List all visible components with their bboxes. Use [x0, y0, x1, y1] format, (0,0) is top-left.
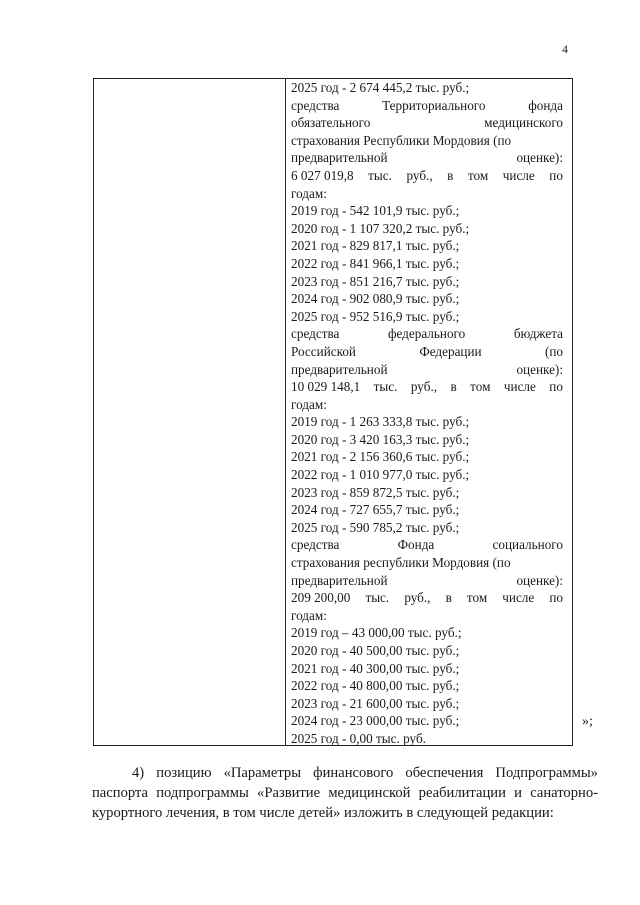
word: том — [470, 379, 491, 395]
word: реабилитации — [418, 785, 506, 801]
cell-line: 2022 год - 841 966,1 тыс. руб.; — [291, 255, 460, 271]
cell-line — [291, 536, 563, 554]
cell-line — [291, 114, 563, 132]
word: по — [549, 167, 563, 183]
cell-line: 2024 год - 902 080,9 тыс. руб.; — [291, 291, 460, 307]
word: том — [467, 167, 489, 183]
column-divider — [285, 79, 286, 745]
word: том — [466, 590, 488, 606]
cell-line — [291, 167, 563, 185]
word: предварительной — [291, 572, 388, 588]
word: числе — [502, 167, 535, 183]
page-number: 4 — [562, 42, 568, 56]
cell-line: 2022 год - 1 010 977,0 тыс. руб.; — [291, 467, 470, 483]
cell-line: страхования республики Мордовия (по — [291, 555, 511, 571]
cell-line — [291, 589, 563, 607]
cell-line: 2024 год - 727 655,7 тыс. руб.; — [291, 502, 460, 518]
word: по — [549, 379, 563, 395]
cell-line: 2025 год - 952 516,9 тыс. руб.; — [291, 308, 460, 324]
word: обеспечения — [405, 765, 484, 781]
word: санаторно- — [530, 785, 598, 801]
table-frame — [93, 78, 573, 746]
cell-line: годам: — [291, 185, 327, 201]
cell-line: 2020 год - 40 500,00 тыс. руб.; — [291, 643, 460, 658]
word: Фонда — [397, 537, 435, 553]
word: подпрограммы — [156, 785, 249, 801]
cell-line — [291, 97, 563, 115]
word: оценке): — [516, 572, 563, 588]
word: Подпрограммы» — [495, 765, 598, 781]
word: числе — [503, 379, 536, 395]
word: «Параметры — [223, 765, 302, 781]
word: предварительной — [291, 361, 388, 377]
word: в — [447, 167, 454, 183]
word: 209 200,00 — [291, 590, 351, 606]
paragraph-line — [92, 783, 598, 803]
word: 6 027 019,8 — [291, 167, 354, 183]
word: предварительной — [291, 150, 388, 166]
word: в — [450, 379, 457, 395]
cell-line: 2022 год - 40 800,00 тыс. руб.; — [291, 678, 460, 694]
cell-line — [291, 361, 563, 379]
cell-line — [291, 325, 563, 343]
cell-line — [291, 149, 563, 167]
word: руб., — [404, 590, 431, 606]
cell-line: 2023 год - 851 216,7 тыс. руб.; — [291, 273, 460, 289]
cell-line: 2020 год - 3 420 163,3 тыс. руб.; — [291, 431, 470, 447]
cell-line: 2020 год - 1 107 320,2 тыс. руб.; — [291, 220, 470, 236]
word: тыс. — [373, 379, 398, 395]
word: медицинской — [328, 785, 411, 801]
cell-line: 2021 год - 829 817,1 тыс. руб.; — [291, 238, 460, 254]
word: средства — [291, 326, 340, 342]
word: финансового — [313, 765, 394, 781]
word: Российской — [291, 343, 356, 359]
word: бюджета — [513, 326, 563, 342]
financing-cell-text — [291, 79, 563, 748]
word: в — [445, 590, 452, 606]
word: тыс. — [368, 167, 392, 183]
word: руб., — [410, 379, 438, 395]
cell-line: 2023 год - 859 872,5 тыс. руб.; — [291, 484, 460, 500]
cell-line — [291, 343, 563, 361]
cell-line: 2024 год - 23 000,00 тыс. руб.; — [291, 713, 460, 729]
cell-line: 2019 год - 542 101,9 тыс. руб.; — [291, 203, 460, 219]
instruction-paragraph — [92, 763, 598, 823]
cell-line: 2023 год - 21 600,00 тыс. руб.; — [291, 695, 460, 711]
paragraph-line — [92, 763, 598, 783]
cell-line: 2021 год - 40 300,00 тыс. руб.; — [291, 660, 460, 676]
word: 10 029 148,1 — [291, 379, 361, 395]
paragraph-line: курортного лечения, в том числе детей» изложить в следующей редакции: — [92, 805, 554, 821]
cell-line: 2021 год - 2 156 360,6 тыс. руб.; — [291, 449, 470, 465]
word: средства — [291, 97, 340, 113]
cell-line: 2019 год - 1 263 333,8 тыс. руб.; — [291, 414, 470, 430]
word: по — [549, 590, 563, 606]
cell-line: годам: — [291, 607, 327, 623]
word: руб., — [406, 167, 433, 183]
cell-line: 2025 год - 590 785,2 тыс. руб.; — [291, 519, 460, 535]
word: (по — [544, 343, 563, 359]
closing-quote: »; — [582, 714, 593, 729]
word: и — [514, 785, 522, 801]
cell-line — [291, 572, 563, 590]
word: социального — [492, 537, 563, 553]
cell-line: 2025 год - 2 674 445,2 тыс. руб.; — [291, 80, 470, 95]
cell-line — [291, 378, 563, 396]
word: федерального — [387, 326, 466, 342]
word: оценке): — [516, 150, 563, 166]
word: позицию — [156, 765, 212, 781]
word: средства — [291, 537, 340, 553]
word: Федерации — [419, 343, 482, 359]
word: числе — [502, 590, 535, 606]
word: 4) — [132, 765, 145, 781]
word: Территориального — [382, 97, 486, 113]
word: «Развитие — [257, 785, 321, 801]
word: фонда — [528, 97, 563, 113]
cell-line: страхования Республики Мордовия (по — [291, 132, 512, 148]
word: обязательного — [291, 115, 371, 131]
word: паспорта — [92, 785, 149, 801]
word: оценке): — [516, 361, 563, 377]
word: медицинского — [484, 115, 563, 131]
cell-line: 2025 год - 0,00 тыс. руб. — [291, 730, 426, 746]
word: тыс. — [365, 590, 390, 606]
cell-line: годам: — [291, 396, 327, 412]
cell-line: 2019 год – 43 000,00 тыс. руб.; — [291, 625, 462, 641]
